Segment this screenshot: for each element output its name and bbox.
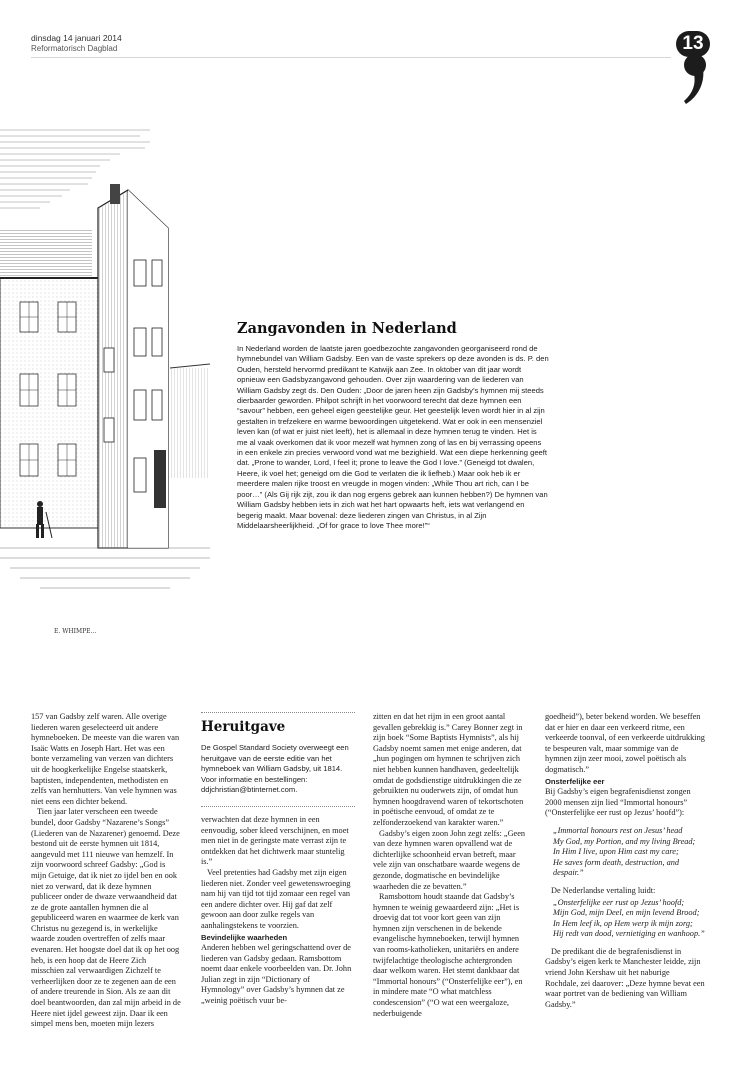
column1-paragraph-1: 157 van Gadsby zelf waren. Alle overige liederen waren geselecteerd uit andere hymneboeken. De meeste van die waren van Isaäc Watts en Joseph Hart. Het was een bonte verzameling van verzen van dichters uit de hoogkerkelijke Engelse staatskerk, baptisten, independenten, methodisten en zelfs van hernhutters. Van vele hymnen was niet eens een dichter bekend.	[31, 712, 180, 806]
column3-paragraph-3: Ramsbottom houdt staande dat Gadsby’s hymnen te weinig gewaardeerd zijn: „Het is droevig dat tot voor kort geen van zijn hymnen zijn verschenen in de bekende evangelische hymneboeken, terwijl hymnen van rooms-katholieken, unitariërs en andere twijfelachtige theologische achtergronden daar welkom waren. Het stemt dankbaar dat “Immortal honours” (“Onsterfelijke eer”), en in mindere mate “O what matchless condescension” (“O wat een weergaloze, nederbuigende	[373, 892, 523, 1018]
article-column-3	[373, 712, 527, 1019]
comma-logo-icon	[681, 52, 707, 106]
subheading-onsterfelijke-eer: Onsterfelijke eer	[545, 776, 605, 786]
poem-line: My God, my Portion, and my living Bread;	[553, 836, 696, 846]
column3-paragraph-2: Gadsby’s eigen zoon John zegt zelfs: „Geen van deze hymnen waren opvallend wat de dichterlijke schoonheid ervan betreft, maar vele zijn van onschatbare waarde wegens de gezonde, dogmatische en bevindelijke waarheden die ze bevatten.”	[373, 828, 526, 891]
column4-paragraph-3: De Nederlandse vertaling luidt:	[551, 885, 656, 895]
building-engraving-illustration	[0, 128, 210, 640]
newspaper-name: Reformatorisch Dagblad	[31, 44, 118, 53]
column2-paragraph-2: Veel pretenties had Gadsby met zijn eigen liederen niet. Zonder veel gewetenswroeging nam hij van tijd tot tijd zomaar een regel van een andere dichter over. Hij gaf dat zelf gewoon aan door zulke regels van aanhalingstekens te voorzien.	[201, 867, 351, 930]
box-body-text: In Nederland worden de laatste jaren goedbezochte zangavonden georganiseerd rond de hymnebundel van William Gadsby. Een van de vaste sprekers op deze avonden is ds. P. den Ouden, hersteld hervormd predikant te Katwijk aan Zee. In oktober van dit jaar wordt opnieuw een Gadsbyzangavond gehouden. Over zijn waardering van de liederen van William Gadsby zegt ds. Den Ouden: „Door de jaren heen zijn Gadsby’s hymnen mij steeds dierbaarder geworden. Philpot schrijft in het voorwoord terecht dat deze hymnen een “savour” hebben, een geheel eigen geestelijke geur. Het geestelijk leven wordt hier in al zijn gestalten in trefzekere en warme bewoordingen uitgetekend. Wat er ook in een mensenziel leven kan (of wat er juist niet leeft), het is allemaal in deze hymnen terug te vinden. Het is me al vaak overkomen dat ik voor mezelf wat hymnen zong of las en bij verrassing opeens in een enkele zin precies verwoord vond wat me bezighield. Wat een diepe herkenning geeft dat. „Prone to wander, Lord, I feel it; prone to leave the God I love.” (Geneigd tot dwalen, Heere, ik voel het; geneigd om die God te verlaten die ik liefheb.) Maar ook heb ik er meerdere malen rijke troost en vreugde in mogen vinden: „While Thou art rich, can I be poor…” (Als Gij rijk zijt, zou ik dan nog ergens gebrek aan kunnen hebben?) De hymnen van William Gadsby hebben iets in zich wat het hart opwaarts heft, iets wat verlangend en begerig maakt. Maar bovenal: deze liederen zingen van Christus, in al Zijn Middelaarsheerlijkheid. „Of for grace to love Thee more!”“	[237, 344, 549, 530]
poem-line: In Him I live, upon Him cast my care;	[553, 847, 679, 857]
poem-line: Mijn God, mijn Deel, en mijn levend Brood;	[553, 908, 700, 918]
poem-english	[545, 826, 705, 879]
column2-paragraph-3: Anderen hebben wel geringschattend over de liederen van Gadsby gedaan. Ramsbottom noemt daar enkele voorbeelden van. Dr. John Julian zegt in zijn “Dictionary of Hymnology” over Gadsby’s hymnen dat ze „weinig poëtisch vuur be-	[201, 943, 352, 1006]
engraver-signature: E. WHIMPE...	[54, 628, 97, 635]
poem-line: „Immortal honours rest on Jesus’ head	[553, 825, 683, 835]
sidebar-top-divider	[201, 712, 355, 713]
box-headline: Zangavonden in Nederland	[237, 320, 457, 337]
column1-paragraph-2: Tien jaar later verscheen een tweede bundel, door Gadsby “Nazarene’s Songs” (Liederen van de Nazarener) genoemd. Deze bestond uit de eerste hymnen uit 1814, aangevuld met 111 nieuwe van hemzelf. In zijn voorwoord schreef Gadsby: „God is mijn Getuige, dat ik niet zo ijdel ben en ook niet zo verward, dat ik deze hymnen publiceer onder de dwaze verwaandheid dat ze de grote aantallen hymnen die al gepubliceerd waren en waarmee de kerk van Christus nu gezegend is, in werkelijke waarde zouden overtreffen of zelfs maar evenaren. Het hoogste doel dat ik op het oog heb, is een hoop dat de Heere Zich misschien zal verwaardigen Zichzelf te verheerlijken door ze te zegenen aan de een of andere treurende in Sion. Als ze aan dit doel beantwoorden, dan zal mijn arbeid in de Heere niet ijdel geweest zijn. Daar ik een simpel mens ben, moeten mijn lezers	[31, 807, 181, 1029]
sidebar-text: De Gospel Standard Society overweegt een heruitgave van de eerste editie van het hymneboek van William Gadsby, uit 1814. Voor informatie en bestellingen: ddjchristian@btinternet.com.	[201, 743, 349, 795]
sidebar-headline: Heruitgave	[201, 719, 286, 735]
column4-paragraph-2: Bij Gadsby’s eigen begrafenisdienst zongen 2000 mensen zijn lied “Immortal honours” (“Onsterfelijke eer rust op Jezus’ hoofd”):	[545, 787, 691, 818]
poem-line: Hij redt van dood, vernietiging en wanhoop.”	[553, 929, 705, 939]
page-number-badge: 13	[676, 31, 710, 57]
column2-paragraph-1: verwachten dat deze hymnen in een eenvoudig, sober kleed verschijnen, en moet men niet in de geringste mate verrast zijn te ontdekken dat het dichtwerk maar stuntelig is.”	[201, 814, 349, 867]
column4-paragraph-1: goedheid”), beter bekend worden. We beseffen dat er hier en daar een verkeerd ritme, een verkeerde toonval, of een verkeerde uitdrukking te bespeuren valt, maar sommige van de hymnen zijn zeer mooi, zowel poëtisch als dogmatisch.”	[545, 712, 705, 774]
article-column-4	[545, 712, 705, 1010]
poem-dutch	[545, 898, 705, 940]
article-box-zangavonden	[237, 320, 549, 531]
sidebar-bottom-divider	[201, 806, 355, 807]
column4-paragraph-4: De predikant die de begrafenisdienst in Gadsby’s eigen kerk te Manchester leidde, zijn vriend John Kershaw uit het naburige Rochdale, zei daarover: „Deze hymne bevat een waar portret van de bediening van William Gadsby.”	[545, 946, 705, 1009]
poem-line: „Onsterfelijke eer rust op Jezus’ hoofd;	[553, 897, 685, 907]
subheading-bevindelijke-waarheden: Bevindelijke waarheden	[201, 932, 288, 942]
poem-line: He saves form death, destruction, and despair.”	[553, 857, 680, 878]
edition-date: dinsdag 14 januari 2014	[31, 33, 122, 43]
column3-paragraph-1: zitten en dat het rijm in een groot aantal gevallen gebrekkig is.” Carey Bonner zegt in zijn boek “Some Baptists Hymnists”, als hij Gadsby noemt samen met enige anderen, dat „hun pogingen om hymnen te schrijven zich niet hebben kunnen handhaven, gedeeltelijk omdat de godsdienstige uitdrukkingen die ze gebruikten nu ouderwets zijn, of omdat hun hymnen hoogdravend waren of tekortschoten in poëtische eenvoud, of omdat ze te zelfonderzoekend van karakter waren.”	[373, 712, 524, 827]
poem-line: In Hem leef ik, op Hem werp ik mijn zorg;	[553, 918, 693, 928]
article-column-2	[201, 712, 355, 1007]
article-column-1	[31, 712, 181, 1030]
header-divider	[31, 57, 671, 58]
